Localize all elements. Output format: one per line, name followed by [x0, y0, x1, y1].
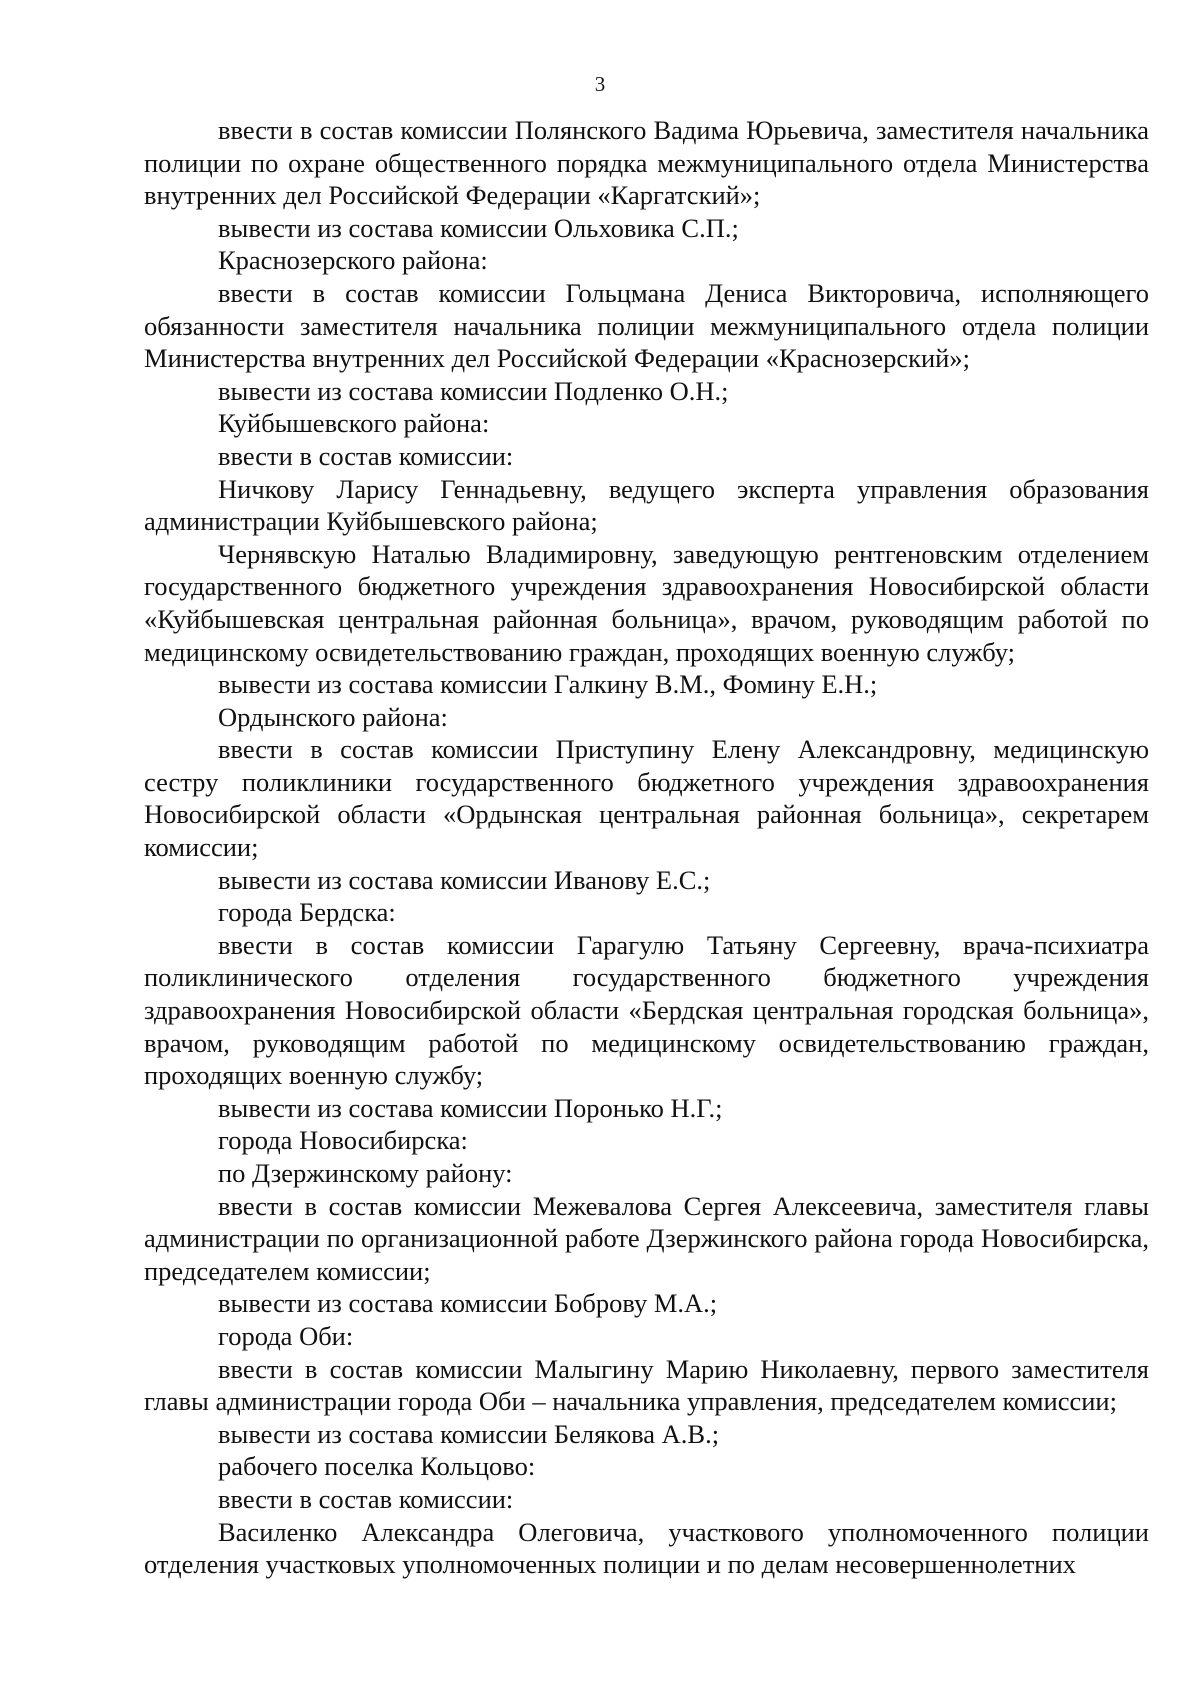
- section-heading: города Оби:: [218, 1320, 354, 1351]
- paragraph: ввести в состав комиссии Гарагулю Татьяну Сергеевну, врача-психиатра поликлинического отделения государственного бюджетного учреждения здравоохранения Новосибирской области «Бердская центральная городская больница», врачом, руководящим работой по медицинскому освидетельствованию граждан, проходящих военную службу;: [144, 929, 1149, 1091]
- paragraph: вывести из состава комиссии Подленко О.Н.;: [218, 375, 729, 406]
- paragraph: Чернявскую Наталью Владимировну, заведующую рентгеновским отделением государственного бюджетного учреждения здравоохранения Новосибирской области «Куйбышевская центральная районная больница», врачом, руководящим работой по медицинскому освидетельствованию граждан, проходящих военную службу;: [144, 538, 1149, 667]
- paragraph: Ничкову Ларису Геннадьевну, ведущего эксперта управления образования администрации Куйбышевского района;: [144, 473, 1149, 537]
- paragraph: вывести из состава комиссии Галкину В.М., Фомину Е.Н.;: [218, 669, 878, 700]
- paragraph: вывести из состава комиссии Поронько Н.Г.;: [218, 1092, 723, 1123]
- paragraph: ввести в состав комиссии Межевалова Сергея Алексеевича, заместителя главы администрации по организационной работе Дзержинского района города Новосибирска, председателем комиссии;: [144, 1190, 1149, 1286]
- section-heading: Куйбышевского района:: [218, 408, 490, 439]
- section-heading: Краснозерского района:: [218, 245, 488, 276]
- paragraph: вывести из состава комиссии Ольховика С.П.;: [218, 212, 739, 243]
- paragraph: ввести в состав комиссии Малыгину Марию Николаевну, первого заместителя главы администрации города Оби – начальника управления, председателем комиссии;: [144, 1353, 1149, 1417]
- section-heading: города Новосибирска:: [218, 1125, 468, 1156]
- section-heading: по Дзержинскому району:: [218, 1158, 513, 1188]
- page-number: 3: [594, 72, 606, 96]
- section-heading: Ордынского района:: [218, 701, 448, 732]
- paragraph: Василенко Александра Олеговича, участкового уполномоченного полиции отделения участковых уполномоченных полиции и по делам несовершеннолетних: [144, 1516, 1149, 1580]
- document-body: [144, 114, 1149, 1581]
- paragraph: вывести из состава комиссии Иванову Е.С.;: [218, 864, 711, 895]
- section-heading: рабочего поселка Кольцово:: [218, 1451, 536, 1482]
- paragraph: вывести из состава комиссии Белякова А.В.;: [218, 1418, 720, 1449]
- paragraph: ввести в состав комиссии Приступину Елену Александровну, медицинскую сестру поликлиники государственного бюджетного учреждения здравоохранения Новосибирской области «Ордынская центральная районная больница», секретарем комиссии;: [144, 734, 1149, 863]
- paragraph: ввести в состав комиссии Гольцмана Дениса Викторовича, исполняющего обязанности заместителя начальника полиции межмуниципального отдела полиции Министерства внутренних дел Российской Федерации «Краснозерский»;: [144, 277, 1149, 374]
- paragraph: ввести в состав комиссии:: [218, 1483, 514, 1514]
- paragraph: ввести в состав комиссии:: [218, 440, 514, 471]
- paragraph: вывести из состава комиссии Боброву М.А.;: [218, 1288, 718, 1319]
- paragraph: ввести в состав комиссии Полянского Вадима Юрьевича, заместителя начальника полиции по охране общественного порядка межмуниципального отдела Министерства внутренних дел Российской Федерации «Каргатский»;: [144, 115, 1149, 211]
- section-heading: города Бердска:: [218, 897, 396, 928]
